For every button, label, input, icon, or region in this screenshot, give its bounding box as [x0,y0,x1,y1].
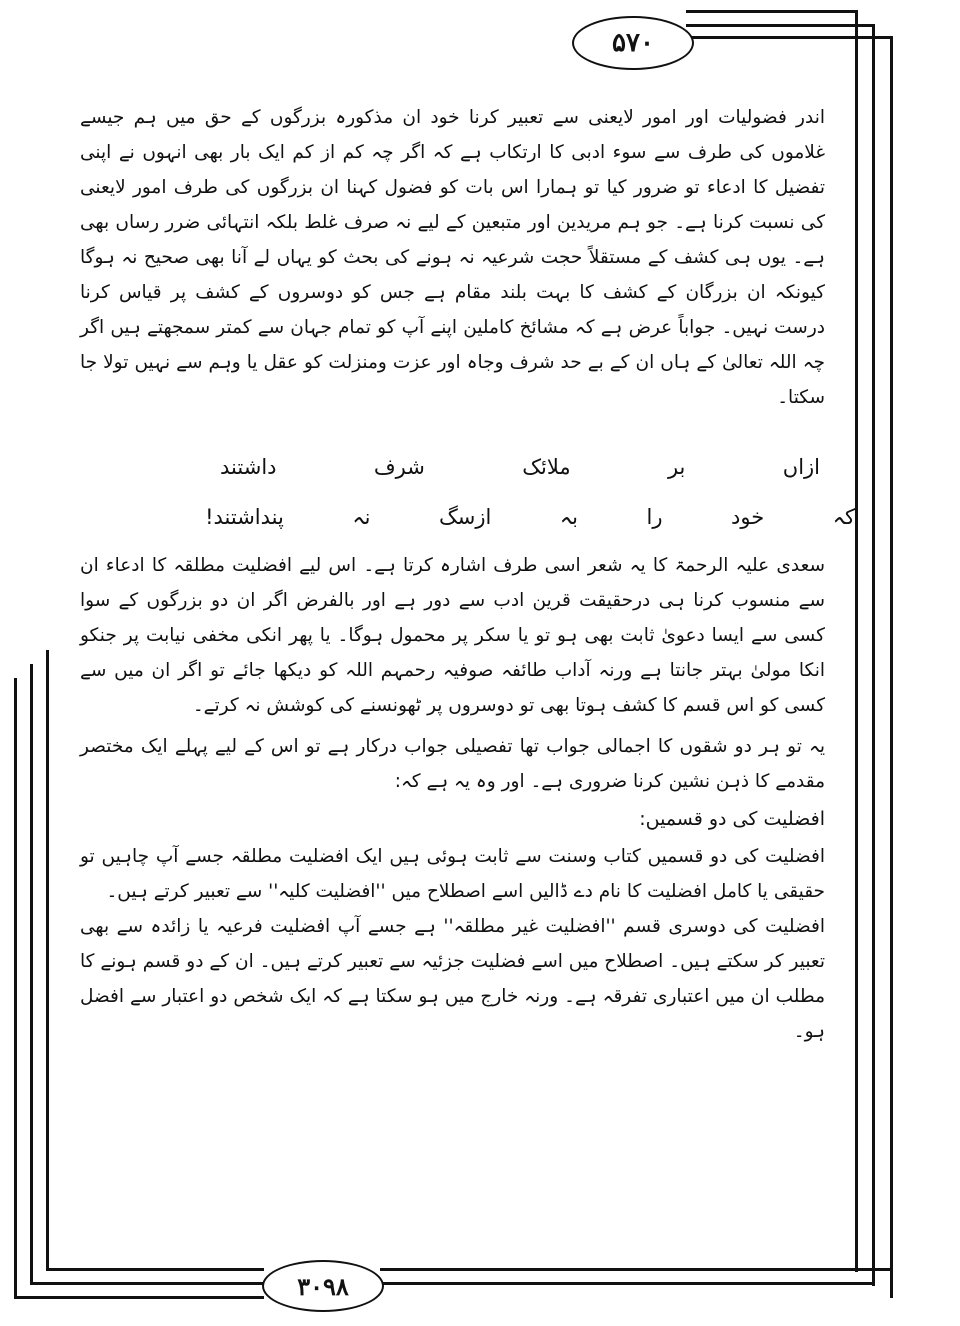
paragraph: افضلیت کی دوسری قسم ''افضلیت غیر مطلقہ'' ہے جسے آپ افضلیت فرعیہ یا زائدہ سے بھی تعبیر کر سکتے ہیں۔ اصطلاح میں اسے فضلیت جزئیہ سے تعبیر کرتے ہیں۔ ان کے دو قسم ہونے کا مطلب ان میں اعتباری تفرقہ ہے۔ ورنہ خارج میں ہو سکتا ہے کہ ایک شخص دو اعتبار سے افضل ہو۔ [80,916,825,1042]
verse-line-1 [220,455,820,479]
border-line [855,10,858,1272]
border-line [890,36,893,1298]
paragraph: اندر فضولیات اور امور لایعنی سے تعبیر کرنا خود ان مذکورہ بزرگوں کے حق میں ہم جیسے غلاموں کی طرف سے سوء ادبی کا ارتکاب ہے کہ اگر چہ کم از کم ایک بار بھی انہوں نے اپنی تفضیل کا ادعاء تو ضرور کیا تو ہمارا اس بات کو فضول کہنا ان بزرگوں کی طرف امور لایعنی کی نسبت کرنا ہے۔ جو ہم مریدین اور متبعین کے لیے نہ صرف غلط بلکہ انتہائی ضرر رساں بھی ہے۔ یوں ہی کشف کے مستقلاً حجت شرعیہ نہ ہونے کی بحث کو یہاں لے آنا بھی صحیح نہ ہوگا کیونکہ ان بزرگان کے کشف کا بہت بلند مقام ہے جس کو دوسروں کے کشف پر قیاس کرنا درست نہیں۔ جواباً عرض ہے کہ مشائخ کاملین اپنے آپ کو تمام جہان سے کمتر سمجھتے ہیں اگر چہ اللہ تعالیٰ کے ہاں ان کے بے حد شرف وجاہ اور عزت ومنزلت کو عقل یا وہم سے نہیں تولا جا سکتا۔ [80,107,825,408]
verse-word: نہ [352,505,371,529]
verse-word: شرف [373,455,425,479]
page-number-top [572,16,694,70]
body-text-part1 [80,100,825,415]
page-number-bottom-text: ۳۰۹۸ [297,1271,349,1301]
paragraph: افضلیت کی دو قسمیں کتاب وسنت سے ثابت ہوئی ہیں ایک افضلیت مطلقہ جسے آپ چاہیں تو حقیقی یا کامل افضلیت کا نام دے ڈالیں اسے اصطلاح میں ''افضلیت کلیہ'' سے تعبیر کرتے ہیں۔ [80,846,825,902]
verse-word: ملائک [522,455,571,479]
verse-word: خود [731,505,765,529]
border-line [686,24,875,27]
verse-word: ازسگ [438,505,492,529]
section-heading: افضلیت کی دو قسمیں: [639,808,825,830]
verse-word: بہ [559,505,579,529]
border-line [686,10,858,13]
border-line [380,1282,875,1285]
page-number-top-text: ۵۷۰ [612,28,654,58]
verse-word: داشتند [220,455,277,479]
border-line [30,664,33,1284]
verse-word: پنداشتند! [205,505,284,529]
verse-word: بر [667,455,686,479]
border-line [14,1296,264,1299]
body-text-part2 [80,548,825,1049]
page-number-bottom [262,1260,384,1312]
border-line [686,36,893,39]
paragraph: یہ تو ہر دو شقوں کا اجمالی جواب تھا تفصیلی جواب درکار ہے تو اس کے لیے پہلے ایک مختصر مقدمے کا ذہن نشین کرنا ضروری ہے۔ اور وہ یہ ہے کہ: [80,736,825,792]
paragraph: سعدی علیہ الرحمۃ کا یہ شعر اسی طرف اشارہ کرتا ہے۔ اس لیے افضلیت مطلقہ کا ادعاء ان سے منسوب کرنا ہی درحقیقت قرین ادب سے دور ہے اور بالفرض اگر ان دو بزرگوں کے سوا کسی سے ایسا دعویٰ ثابت بھی ہو تو یا سکر پر محمول ہوگا۔ یا پھر انکی مخفی نیابت پر جنکو انکا مولیٰ بہتر جانتا ہے ورنہ آداب طائفہ صوفیہ رحمہم اللہ کو دیکھا جائے تو اگر ان میں سے کسی کو اس قسم کا کشف ہوتا بھی تو دوسروں پر ٹھونسنے کی کوشش نہ کرتے۔ [80,555,825,716]
verse-word: ازاں [782,455,820,479]
verse-line-2 [205,505,855,529]
border-line [46,1268,264,1271]
border-line [872,24,875,1286]
verse-word: کہ [832,505,855,529]
border-line [14,678,17,1298]
border-line [380,1268,893,1271]
border-line [46,650,49,1270]
border-line [30,1282,264,1285]
verse-word: را [646,505,663,529]
